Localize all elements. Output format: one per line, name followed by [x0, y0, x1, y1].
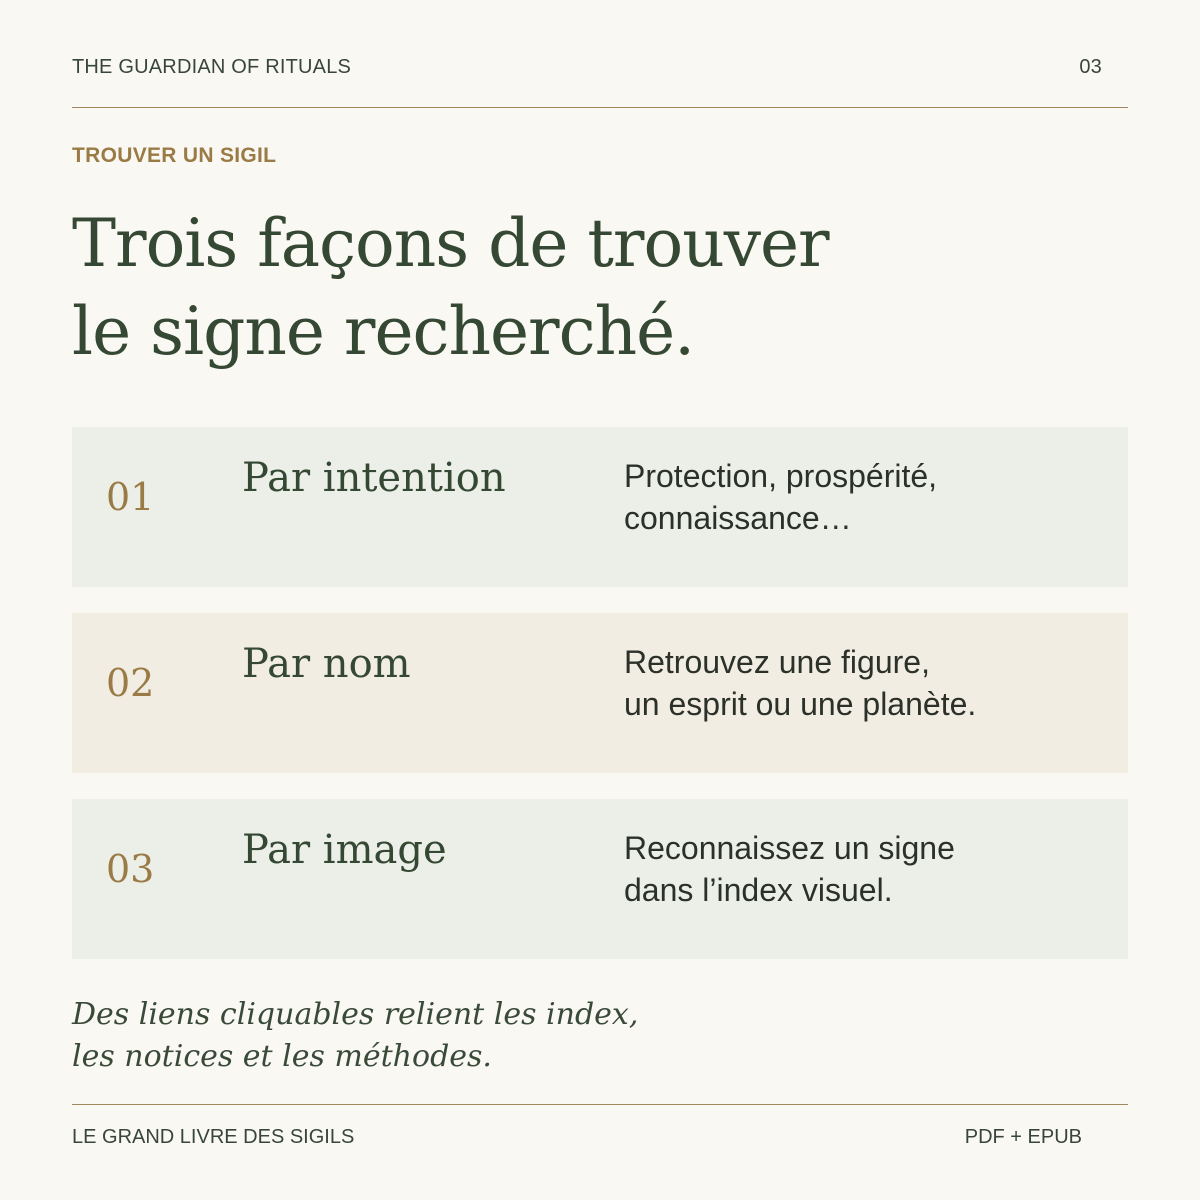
- note-line-1: Des liens cliquables relient les index,: [72, 997, 639, 1032]
- method-description-line: un esprit ou une planète.: [624, 686, 977, 722]
- method-number: 03: [106, 847, 155, 891]
- method-description-line: dans l’index visuel.: [624, 872, 893, 908]
- method-title: Par nom: [242, 641, 411, 687]
- note-line-2: les notices et les méthodes.: [72, 1039, 492, 1074]
- publication-title: THE GUARDIAN OF RITUALS: [72, 56, 352, 78]
- headline-line-2: le signe recherché.: [72, 293, 695, 370]
- method-description: [624, 827, 1104, 911]
- format-label: PDF + EPUB: [964, 1126, 1082, 1148]
- links-note: [72, 994, 638, 1078]
- method-card-intention: [72, 427, 1128, 587]
- method-description-line: Reconnaissez un signe: [624, 830, 955, 866]
- method-card-image: [72, 799, 1128, 959]
- method-description-line: Protection, prospérité,: [624, 458, 938, 494]
- footer-divider: [72, 1104, 1128, 1105]
- header-divider: [72, 107, 1128, 108]
- section-kicker: TROUVER UN SIGIL: [72, 144, 277, 167]
- method-card-name: [72, 613, 1128, 773]
- method-description-line: Retrouvez une figure,: [624, 644, 930, 680]
- method-description-line: connaissance…: [624, 500, 852, 536]
- page-footer: [72, 1126, 1082, 1149]
- method-number: 02: [106, 661, 155, 705]
- method-title: Par intention: [242, 455, 506, 501]
- book-title: LE GRAND LIVRE DES SIGILS: [72, 1126, 355, 1148]
- page-header: [72, 56, 1102, 79]
- method-number: 01: [106, 475, 155, 519]
- method-description: [624, 455, 1104, 539]
- method-description: [624, 641, 1104, 725]
- method-title: Par image: [242, 827, 447, 873]
- page-headline: [72, 200, 829, 376]
- headline-line-1: Trois façons de trouver: [72, 205, 829, 282]
- page-number: 03: [1079, 56, 1102, 78]
